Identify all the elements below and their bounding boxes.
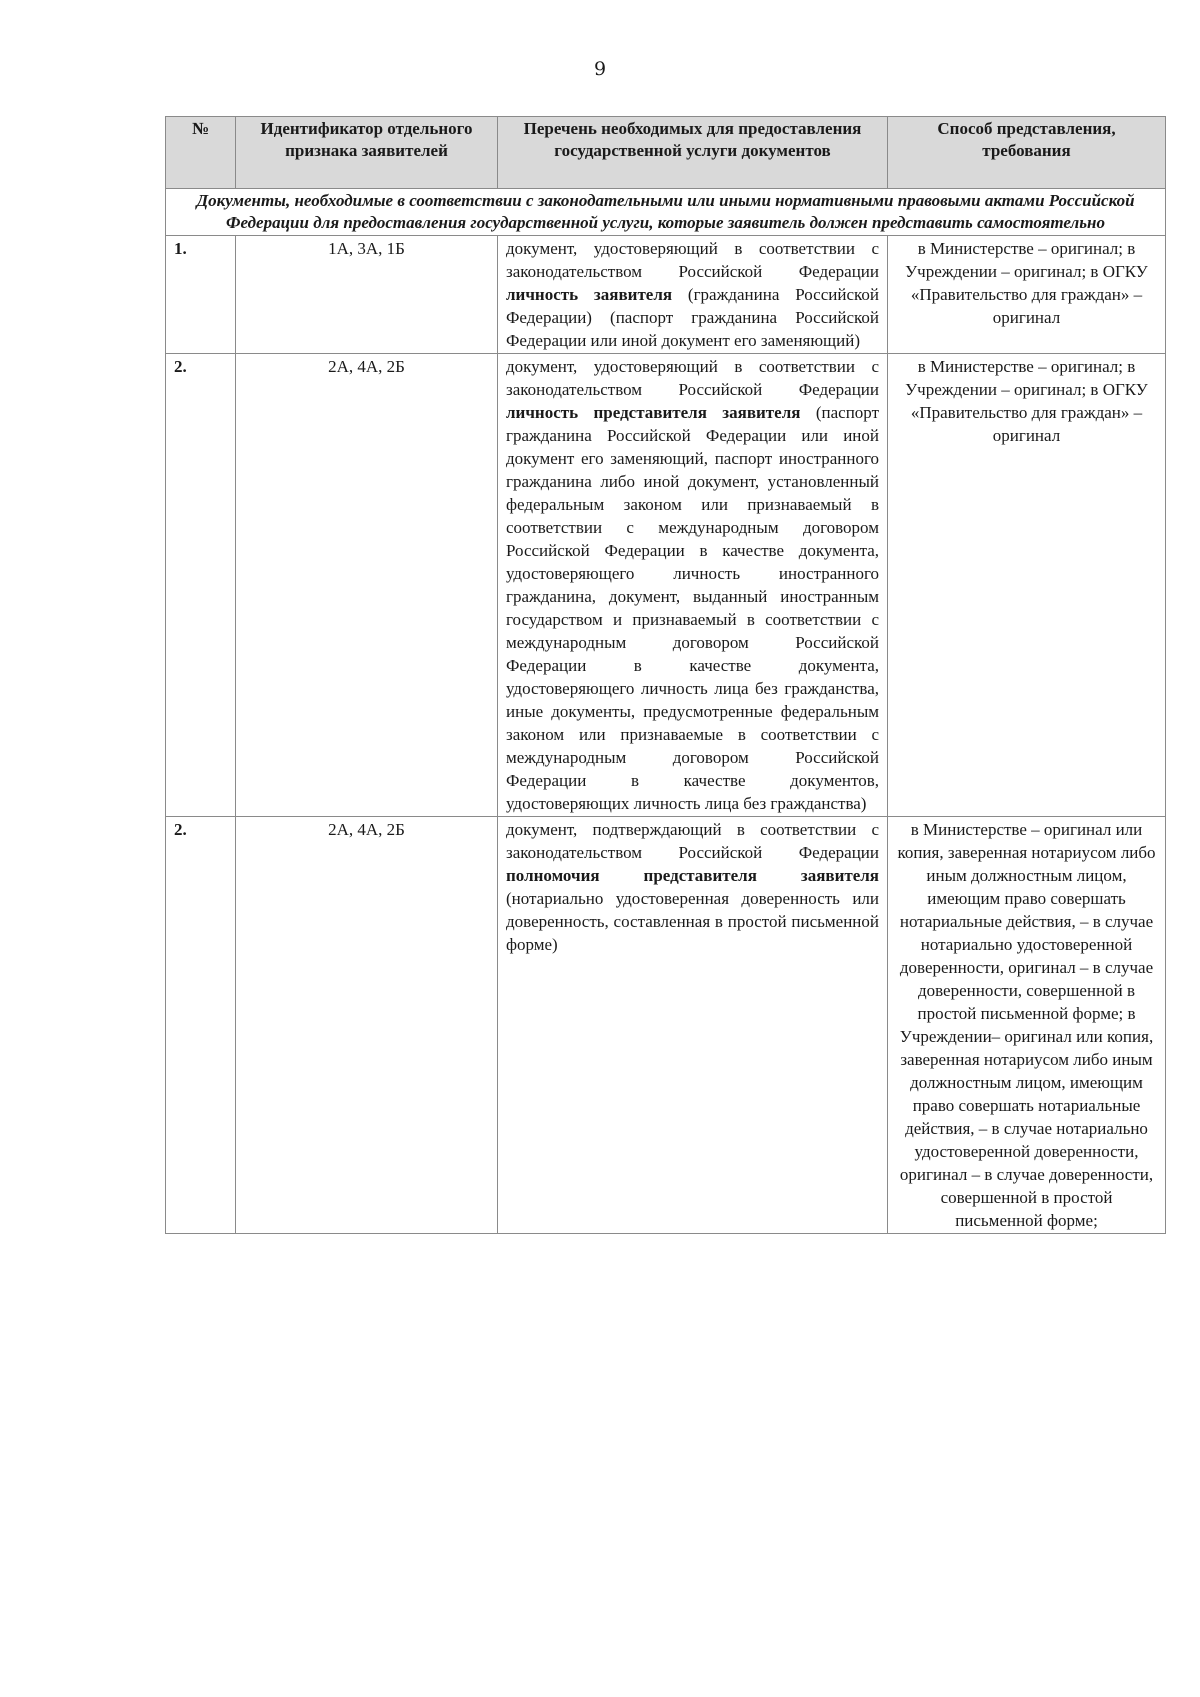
row-num: 2.: [166, 354, 236, 817]
doc-text: документ, удостоверяющий в соответствии с законодательством Российской Федерации: [506, 239, 879, 281]
header-identifier: Идентификатор отдельного признака заявителей: [236, 117, 498, 189]
table-header-row: [166, 117, 1166, 189]
table-row: [166, 817, 1166, 1234]
table-row: [166, 354, 1166, 817]
documents-table: [165, 116, 1166, 1234]
section-row: [166, 189, 1166, 236]
doc-text: (гражданина Российской Федерации) (паспорт гражданина Российской Федерации или иной документ его заменяющий): [506, 285, 879, 350]
row-method: в Министерстве – оригинал или копия, заверенная нотариусом либо иным должностным лицом, имеющим право совершать нотариальные действия, – в случае нотариально удостоверенной доверенности, оригинал – в случае доверенности, совершенной в простой письменной форме; в Учреждении– оригинал или копия, заверенная нотариусом либо иным должностным лицом, имеющим право совершать нотариальные действия, – в случае нотариально удостоверенной доверенности, оригинал – в случае доверенности, совершенной в простой письменной форме;: [888, 817, 1166, 1234]
row-identifier: 2А, 4А, 2Б: [236, 817, 498, 1234]
doc-text: (паспорт гражданина Российской Федерации или иной документ его заменяющий, паспорт иностранного гражданина либо иной документ, установленный федеральным законом или признаваемый в соответствии с международным договором Российской Федерации в качестве документа, удостоверяющего личность иностранного гражданина, документ, выданный иностранным государством и признаваемый в соответствии с международным договором Российской Федерации в качестве документа, удостоверяющего личность лица без гражданства, иные документы, предусмотренные федеральным законом или признаваемые в соответствии с международным договором Российской Федерации в качестве документов, удостоверяющих личность лица без гражданства): [506, 403, 879, 813]
row-documents: [498, 236, 888, 354]
row-identifier: 2А, 4А, 2Б: [236, 354, 498, 817]
header-method: Способ представления, требования: [888, 117, 1166, 189]
page-number: 9: [593, 58, 607, 80]
header-documents: Перечень необходимых для предоставления государственной услуги документов: [498, 117, 888, 189]
doc-bold-text: личность представителя заявителя: [506, 403, 801, 422]
doc-bold-text: личность заявителя: [506, 285, 673, 304]
row-documents: [498, 817, 888, 1234]
row-num: 2.: [166, 817, 236, 1234]
row-num: 1.: [166, 236, 236, 354]
row-method: в Министерстве – оригинал; в Учреждении – оригинал; в ОГКУ «Правительство для граждан» – оригинал: [888, 354, 1166, 817]
header-num: №: [166, 117, 236, 189]
doc-text: документ, подтверждающий в соответствии с законодательством Российской Федерации: [506, 820, 879, 862]
row-identifier: 1А, 3А, 1Б: [236, 236, 498, 354]
doc-bold-text: полномочия представителя заявителя: [506, 866, 879, 885]
row-documents: [498, 354, 888, 817]
row-method: в Министерстве – оригинал; в Учреждении – оригинал; в ОГКУ «Правительство для граждан» – оригинал: [888, 236, 1166, 354]
doc-text: документ, удостоверяющий в соответствии с законодательством Российской Федерации: [506, 357, 879, 399]
doc-text: (нотариально удостоверенная доверенность или доверенность, составленная в простой письменной форме): [506, 889, 879, 954]
table-row: [166, 236, 1166, 354]
section-title: Документы, необходимые в соответствии с законодательными или иными нормативными правовыми актами Российской Федерации для предоставления государственной услуги, которые заявитель должен представить самостоятельно: [166, 189, 1166, 236]
